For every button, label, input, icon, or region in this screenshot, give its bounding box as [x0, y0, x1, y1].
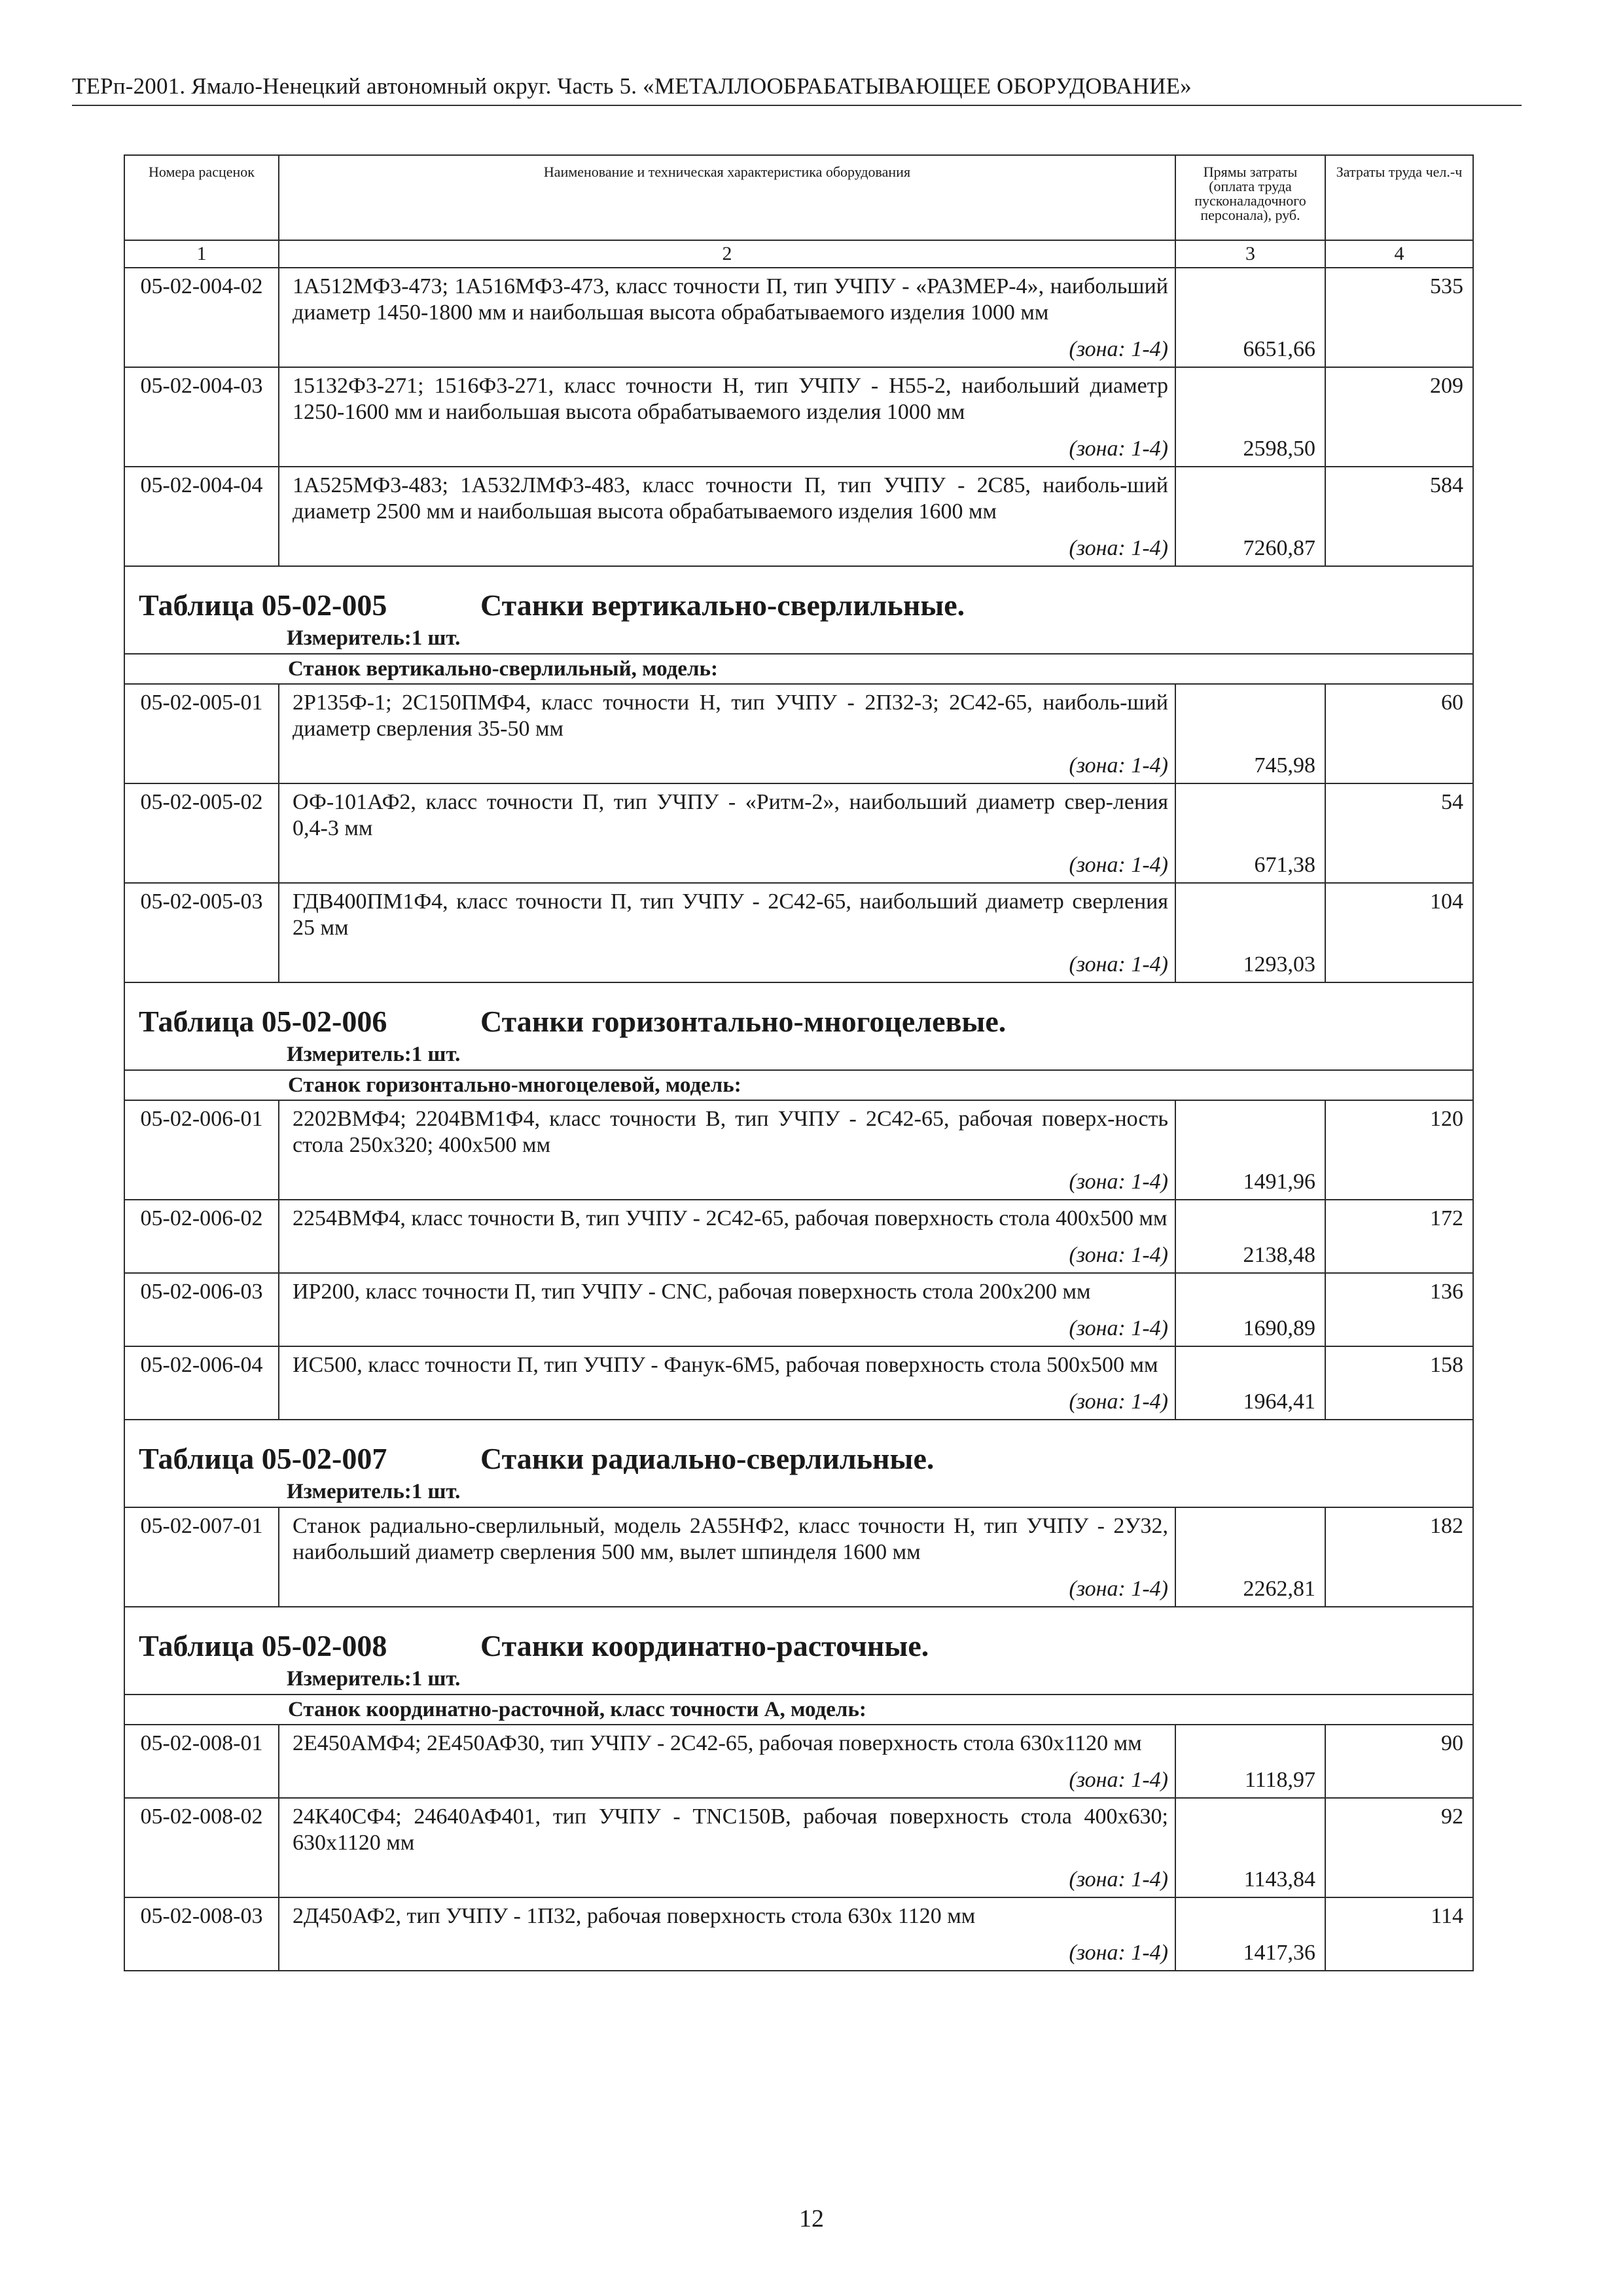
- equipment-name: 1А525МФ3-483; 1А532ЛМФ3-483, класс точности П, тип УЧПУ - 2С85, наиболь-ший диаметр 2500 мм и наибольшая высота обрабатываемого изделия 1600 мм: [293, 473, 1168, 524]
- labor-cost: 136: [1325, 1273, 1473, 1346]
- column-header-name: Наименование и техническая характеристика оборудования: [279, 155, 1175, 240]
- column-number: 2: [279, 240, 1175, 268]
- column-header-codes: Номера расценок: [124, 155, 279, 240]
- model-subheading: Станок горизонтально-многоцелевой, модель:: [124, 1070, 1473, 1100]
- rate-code: 05-02-007-01: [124, 1507, 279, 1607]
- equipment-name: 1А512МФ3-473; 1А516МФ3-473, класс точности П, тип УЧПУ - «РАЗМЕР-4», наибольший диаметр 1450-1800 мм и наибольшая высота обрабатываемого изделия 1000 мм: [293, 274, 1168, 325]
- equipment-description: [279, 1100, 1175, 1200]
- equipment-name: ИС500, класс точности П, тип УЧПУ - Фанук-6М5, рабочая поверхность стола 500х500 мм: [293, 1353, 1158, 1377]
- rate-code: 05-02-008-01: [124, 1725, 279, 1798]
- table-number: Таблица 05-02-008: [139, 1629, 387, 1662]
- section-header: [124, 982, 1473, 1070]
- column-number: 3: [1175, 240, 1325, 268]
- rate-code: 05-02-004-02: [124, 268, 279, 367]
- table-row: [124, 1273, 1473, 1346]
- labor-cost: 182: [1325, 1507, 1473, 1607]
- labor-cost: 172: [1325, 1200, 1473, 1273]
- equipment-description: [279, 883, 1175, 982]
- rate-code: 05-02-004-04: [124, 467, 279, 566]
- zone-note: (зона: 1-4): [1069, 853, 1168, 877]
- rate-code: 05-02-004-03: [124, 367, 279, 467]
- table-title: Станки вертикально-сверлильные.: [480, 588, 965, 622]
- equipment-name: 15132Ф3-271; 1516Ф3-271, класс точности Н, тип УЧПУ - Н55-2, наибольший диаметр 1250-1600 мм и наибольшая высота обрабатываемого изделия 1000 мм: [293, 374, 1168, 424]
- direct-cost: 2598,50: [1175, 367, 1325, 467]
- zone-note: (зона: 1-4): [1069, 1768, 1168, 1792]
- labor-cost: 535: [1325, 268, 1473, 367]
- model-subheading: Станок вертикально-сверлильный, модель:: [124, 654, 1473, 684]
- equipment-name: 2Р135Ф-1; 2С150ПМФ4, класс точности Н, тип УЧПУ - 2П32-3; 2С42-65, наиболь-ший диаметр сверления 35-50 мм: [293, 691, 1168, 741]
- equipment-description: [279, 783, 1175, 883]
- labor-cost: 209: [1325, 367, 1473, 467]
- direct-cost: 1143,84: [1175, 1798, 1325, 1897]
- rate-code: 05-02-006-03: [124, 1273, 279, 1346]
- table-number: Таблица 05-02-005: [139, 588, 387, 622]
- section-header: [124, 1420, 1473, 1507]
- equipment-name: ОФ-101АФ2, класс точности П, тип УЧПУ - «Ритм-2», наибольший диаметр свер-ления 0,4-3 мм: [293, 790, 1168, 840]
- column-number: 4: [1325, 240, 1473, 268]
- zone-note: (зона: 1-4): [1069, 437, 1168, 461]
- table-row: [124, 367, 1473, 467]
- subheading-row: [124, 1695, 1473, 1725]
- direct-cost: 1118,97: [1175, 1725, 1325, 1798]
- labor-cost: 60: [1325, 684, 1473, 783]
- rate-code: 05-02-008-02: [124, 1798, 279, 1897]
- table-row: [124, 1725, 1473, 1798]
- zone-note: (зона: 1-4): [1069, 536, 1168, 560]
- table-row: [124, 684, 1473, 783]
- header-rule: [72, 105, 1522, 106]
- zone-note: (зона: 1-4): [1069, 1316, 1168, 1340]
- direct-cost: 1964,41: [1175, 1346, 1325, 1420]
- table-row: [124, 883, 1473, 982]
- direct-cost: 6651,66: [1175, 268, 1325, 367]
- table-title: Станки радиально-сверлильные.: [480, 1442, 935, 1475]
- rate-code: 05-02-006-04: [124, 1346, 279, 1420]
- section-header-row: [124, 1420, 1473, 1507]
- zone-note: (зона: 1-4): [1069, 1390, 1168, 1414]
- equipment-name: ИР200, класс точности П, тип УЧПУ - CNC, рабочая поверхность стола 200х200 мм: [293, 1280, 1091, 1304]
- column-number-row: [124, 240, 1473, 268]
- table-row: [124, 783, 1473, 883]
- section-title: [139, 1440, 1466, 1478]
- direct-cost: 2262,81: [1175, 1507, 1325, 1607]
- direct-cost: 671,38: [1175, 783, 1325, 883]
- equipment-description: [279, 1725, 1175, 1798]
- rate-code: 05-02-005-01: [124, 684, 279, 783]
- section-title: [139, 586, 1466, 624]
- subheading-row: [124, 654, 1473, 684]
- section-title: [139, 1003, 1466, 1041]
- equipment-description: [279, 684, 1175, 783]
- labor-cost: 584: [1325, 467, 1473, 566]
- labor-cost: 104: [1325, 883, 1473, 982]
- unit-of-measure: Измеритель:1 шт.: [287, 1480, 461, 1503]
- model-subheading: Станок координатно-расточной, класс точности А, модель:: [124, 1695, 1473, 1725]
- table-row: [124, 1200, 1473, 1273]
- price-table-frame: [124, 154, 1472, 1971]
- zone-note: (зона: 1-4): [1069, 337, 1168, 361]
- table-number: Таблица 05-02-007: [139, 1442, 387, 1475]
- zone-note: (зона: 1-4): [1069, 1577, 1168, 1601]
- unit-of-measure: Измеритель:1 шт.: [287, 1667, 461, 1691]
- equipment-description: [279, 268, 1175, 367]
- labor-cost: 92: [1325, 1798, 1473, 1897]
- unit-of-measure: Измеритель:1 шт.: [287, 1043, 461, 1066]
- direct-cost: 1417,36: [1175, 1897, 1325, 1971]
- zone-note: (зона: 1-4): [1069, 753, 1168, 778]
- rate-code: 05-02-005-03: [124, 883, 279, 982]
- table-row: [124, 467, 1473, 566]
- column-header-cost: Прямы затраты (оплата труда пусконаладочного персонала), руб.: [1175, 155, 1325, 240]
- table-row: [124, 1897, 1473, 1971]
- table-row: [124, 1346, 1473, 1420]
- direct-cost: 1690,89: [1175, 1273, 1325, 1346]
- equipment-description: [279, 1273, 1175, 1346]
- unit-of-measure: Измеритель:1 шт.: [287, 626, 461, 650]
- equipment-name: 2Д450АФ2, тип УЧПУ - 1П32, рабочая поверхность стола 630х 1120 мм: [293, 1904, 976, 1928]
- page-number: 12: [799, 2205, 824, 2233]
- direct-cost: 745,98: [1175, 684, 1325, 783]
- equipment-name: 2Е450АМФ4; 2Е450АФ30, тип УЧПУ - 2С42-65, рабочая поверхность стола 630х1120 мм: [293, 1731, 1142, 1755]
- equipment-description: [279, 1897, 1175, 1971]
- zone-note: (зона: 1-4): [1069, 952, 1168, 977]
- table-row: [124, 1100, 1473, 1200]
- equipment-description: [279, 1346, 1175, 1420]
- equipment-description: [279, 1200, 1175, 1273]
- price-table: [124, 154, 1474, 1971]
- table-row: [124, 1507, 1473, 1607]
- labor-cost: 120: [1325, 1100, 1473, 1200]
- equipment-description: [279, 467, 1175, 566]
- table-number: Таблица 05-02-006: [139, 1005, 387, 1038]
- section-header: [124, 566, 1473, 654]
- equipment-name: ГДВ400ПМ1Ф4, класс точности П, тип УЧПУ - 2С42-65, наибольший диаметр сверления 25 мм: [293, 889, 1168, 940]
- labor-cost: 90: [1325, 1725, 1473, 1798]
- direct-cost: 2138,48: [1175, 1200, 1325, 1273]
- equipment-description: [279, 367, 1175, 467]
- rate-code: 05-02-008-03: [124, 1897, 279, 1971]
- direct-cost: 1491,96: [1175, 1100, 1325, 1200]
- equipment-name: 2254ВМФ4, класс точности В, тип УЧПУ - 2С42-65, рабочая поверхность стола 400х500 мм: [293, 1206, 1168, 1230]
- subheading-row: [124, 1070, 1473, 1100]
- direct-cost: 1293,03: [1175, 883, 1325, 982]
- direct-cost: 7260,87: [1175, 467, 1325, 566]
- section-header-row: [124, 982, 1473, 1070]
- running-header: ТЕРп-2001. Ямало-Ненецкий автономный округ. Часть 5. «МЕТАЛЛООБРАБАТЫВАЮЩЕЕ ОБОРУДОВАНИЕ»: [72, 73, 1192, 99]
- column-number: 1: [124, 240, 279, 268]
- equipment-name: 2202ВМФ4; 2204ВМ1Ф4, класс точности В, тип УЧПУ - 2С42-65, рабочая поверх-ность стола 250х320; 400х500 мм: [293, 1107, 1168, 1157]
- zone-note: (зона: 1-4): [1069, 1867, 1168, 1892]
- column-header-labor: Затраты труда чел.-ч: [1325, 155, 1473, 240]
- labor-cost: 158: [1325, 1346, 1473, 1420]
- zone-note: (зона: 1-4): [1069, 1243, 1168, 1267]
- equipment-description: [279, 1798, 1175, 1897]
- table-title: Станки горизонтально-многоцелевые.: [480, 1005, 1007, 1038]
- rate-code: 05-02-006-02: [124, 1200, 279, 1273]
- table-row: [124, 1798, 1473, 1897]
- zone-note: (зона: 1-4): [1069, 1941, 1168, 1965]
- section-header-row: [124, 1607, 1473, 1695]
- section-header-row: [124, 566, 1473, 654]
- rate-code: 05-02-006-01: [124, 1100, 279, 1200]
- column-header-row: [124, 155, 1473, 240]
- equipment-name: 24К40СФ4; 24640АФ401, тип УЧПУ - TNC150B, рабочая поверхность стола 400х630; 630х1120 мм: [293, 1804, 1168, 1855]
- section-title: [139, 1627, 1466, 1665]
- table-row: [124, 268, 1473, 367]
- labor-cost: 54: [1325, 783, 1473, 883]
- equipment-name: Станок радиально-сверлильный, модель 2А55НФ2, класс точности Н, тип УЧПУ - 2У32, наибольший диаметр сверления 500 мм, вылет шпинделя 1600 мм: [293, 1514, 1168, 1564]
- table-title: Станки координатно-расточные.: [480, 1629, 929, 1662]
- equipment-description: [279, 1507, 1175, 1607]
- zone-note: (зона: 1-4): [1069, 1170, 1168, 1194]
- labor-cost: 114: [1325, 1897, 1473, 1971]
- rate-code: 05-02-005-02: [124, 783, 279, 883]
- section-header: [124, 1607, 1473, 1695]
